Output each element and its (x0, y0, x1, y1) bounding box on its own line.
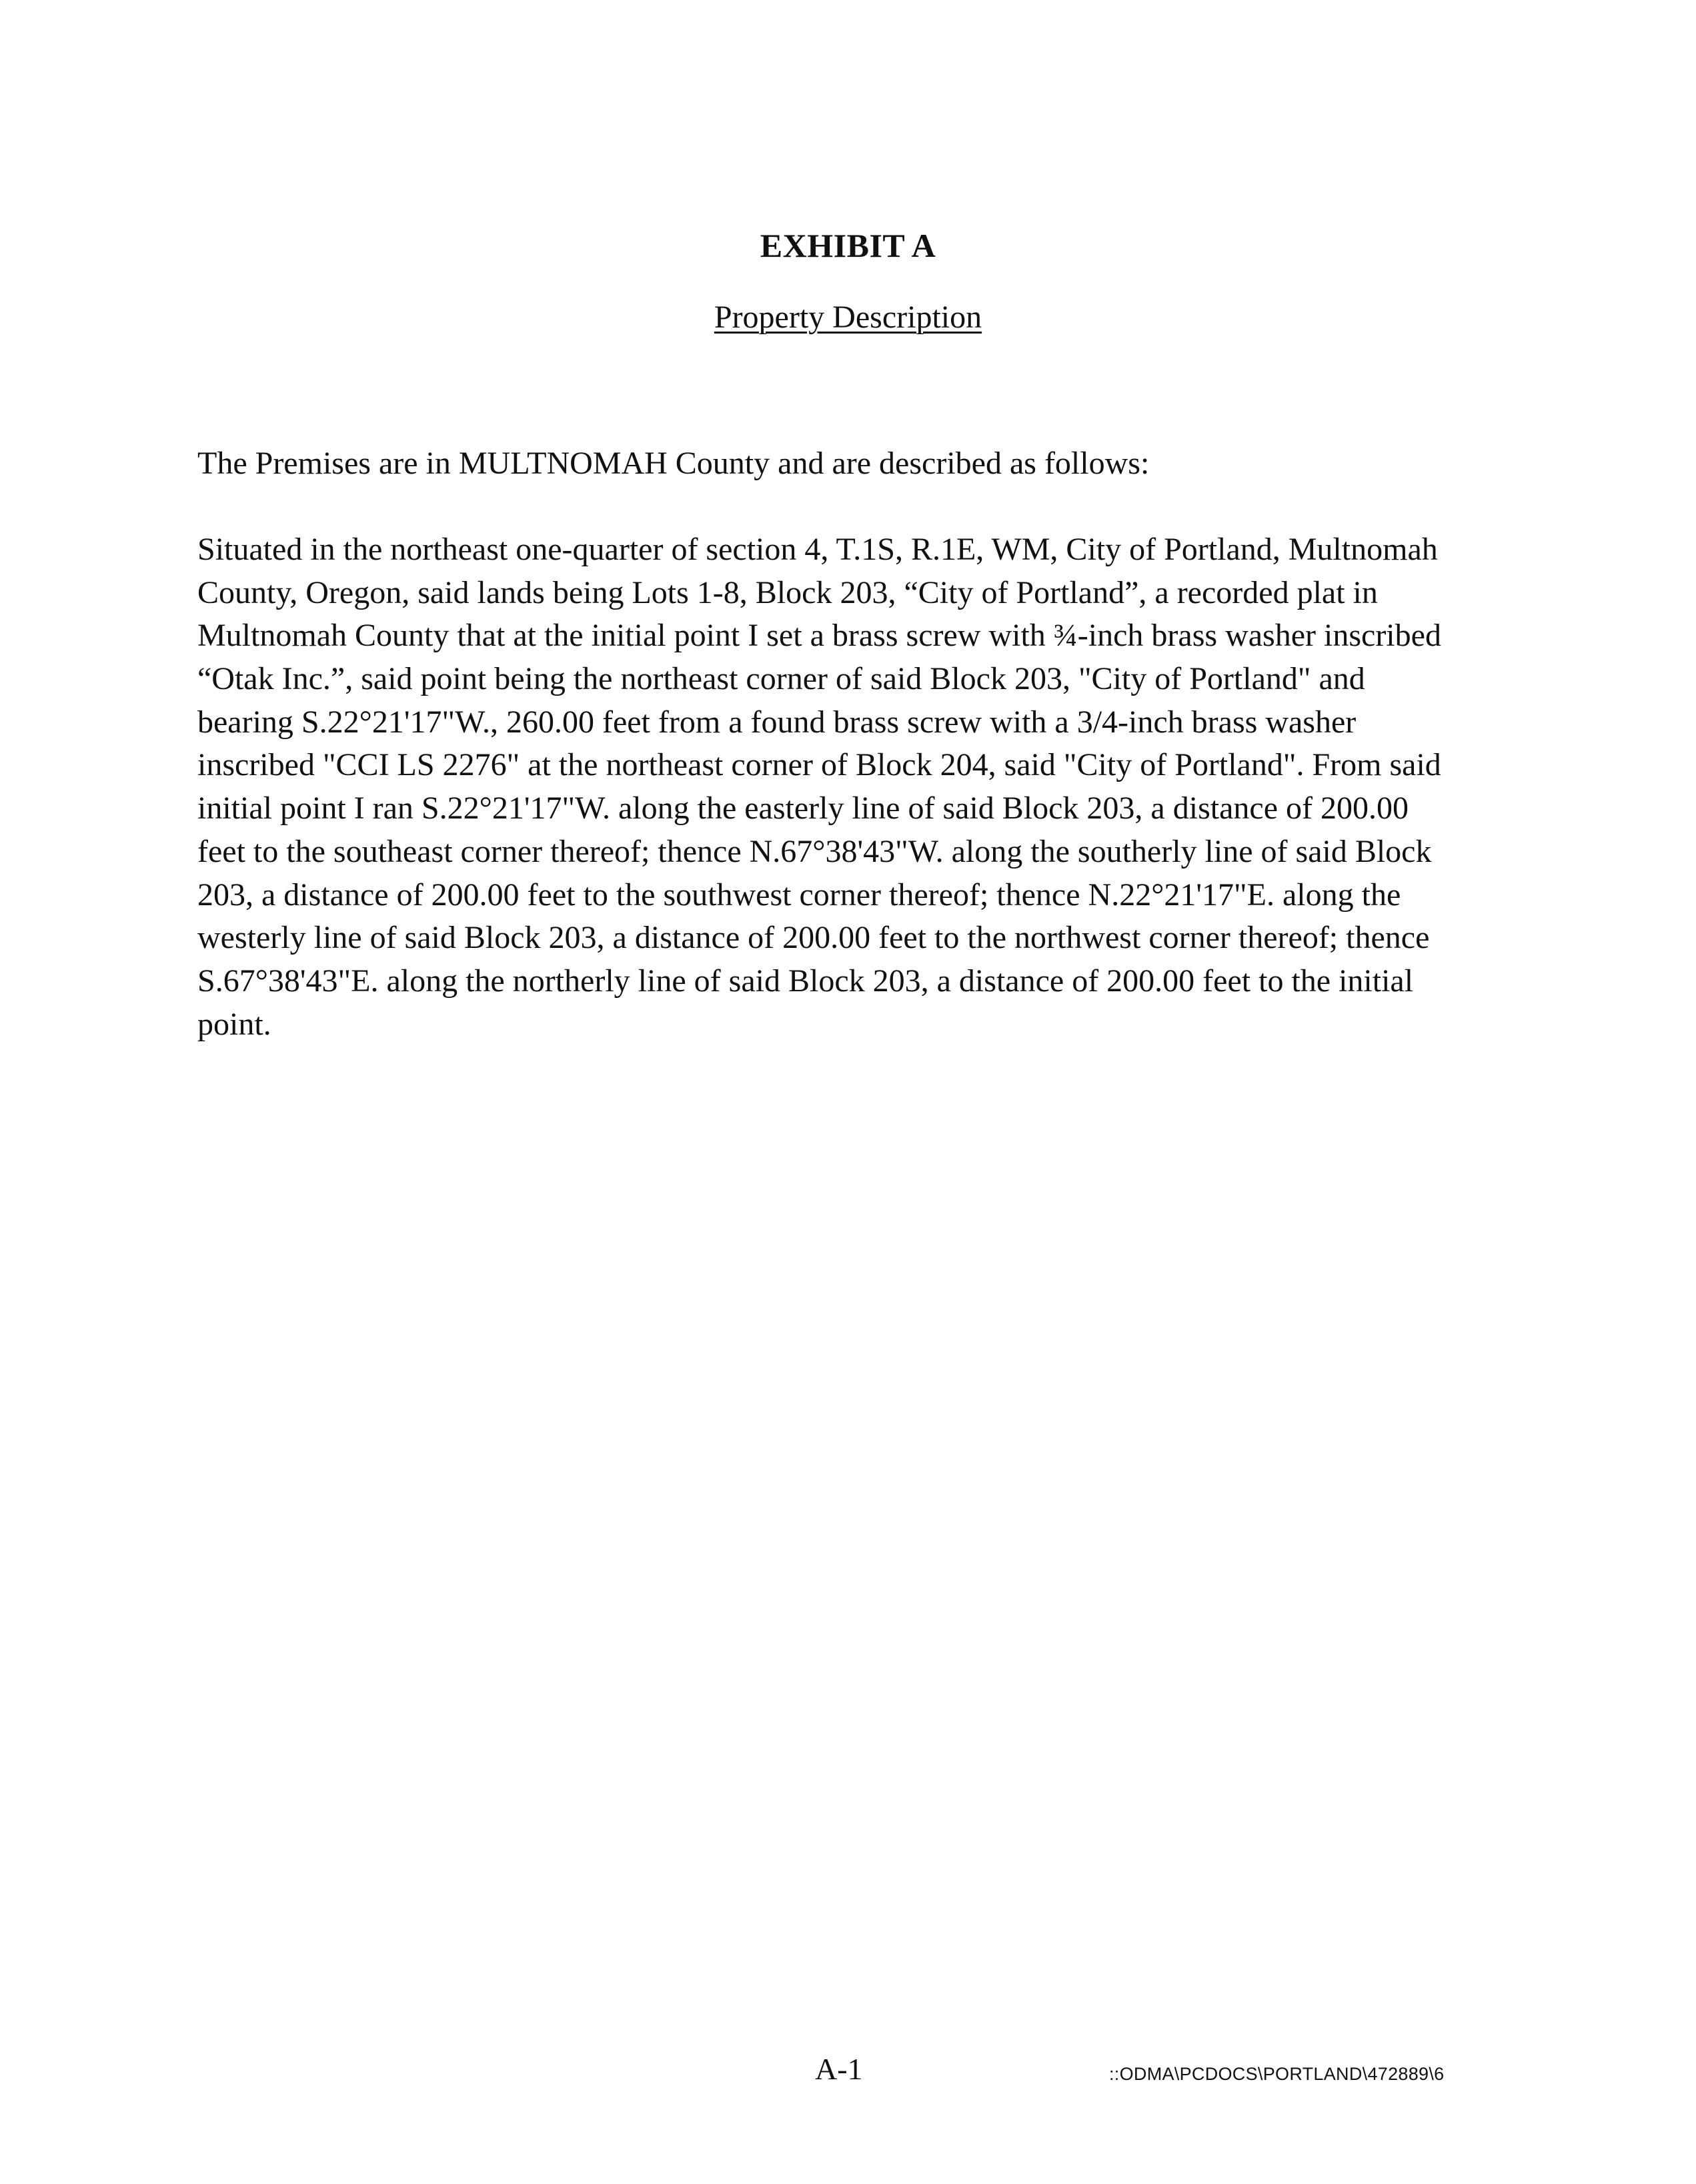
description-line: 203, a distance of 200.00 feet to the southwest corner thereof; thence N.22°21'17"E. along the (197, 877, 1401, 913)
description-line: bearing S.22°21'17"W., 260.00 feet from a found brass screw with a 3/4-inch brass washer (197, 704, 1357, 740)
description-line: initial point I ran S.22°21'17"W. along the easterly line of said Block 203, a distance of 200.00 (197, 790, 1409, 827)
description-line: westerly line of said Block 203, a distance of 200.00 feet to the northwest corner thereof; thence (197, 920, 1430, 956)
exhibit-title: EXHIBIT A (760, 227, 936, 264)
document-path: ::ODMA\PCDOCS\PORTLAND\472889\6 (1109, 2064, 1445, 2084)
exhibit-subtitle: Property Description (714, 300, 982, 335)
property-description (197, 528, 1518, 1046)
description-line: Multnomah County that at the initial point I set a brass screw with ¾-inch brass washer inscribed (197, 618, 1441, 654)
description-line: County, Oregon, said lands being Lots 1-8, Block 203, “City of Portland”, a recorded plat in (197, 574, 1378, 610)
description-line: “Otak Inc.”, said point being the northeast corner of said Block 203, "City of Portland" and (197, 661, 1365, 697)
description-line: point. (197, 1006, 271, 1042)
intro-paragraph: The Premises are in MULTNOMAH County and are described as follows: (197, 446, 1150, 481)
description-line: S.67°38'43"E. along the northerly line of said Block 203, a distance of 200.00 feet to the initial (197, 963, 1414, 999)
description-line: feet to the southeast corner thereof; thence N.67°38'43"W. along the southerly line of said Block (197, 833, 1432, 869)
page-number: A-1 (815, 2052, 863, 2086)
description-line: inscribed "CCI LS 2276" at the northeast corner of Block 204, said "City of Portland". From said (197, 747, 1441, 783)
description-line: Situated in the northeast one-quarter of section 4, T.1S, R.1E, WM, City of Portland, Multnomah (197, 532, 1438, 567)
